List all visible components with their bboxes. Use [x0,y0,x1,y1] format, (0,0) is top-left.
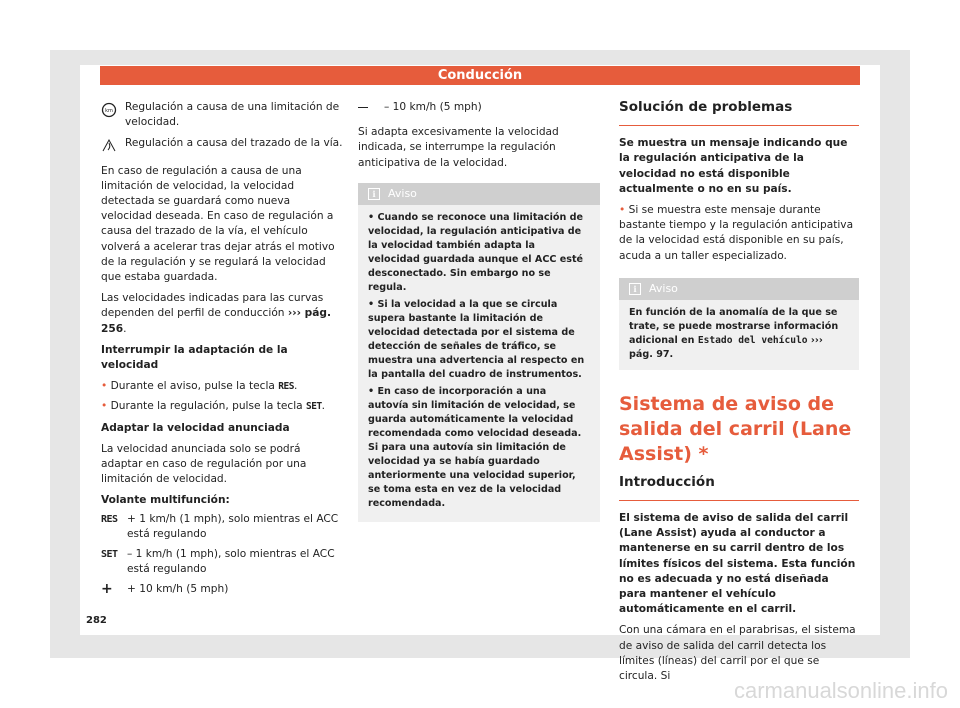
paragraph: La velocidad anunciada solo se podrá adaptar en caso de regulación por una limitación de velocidad. [101,442,307,486]
icon-row-text: Regulación a causa del trazado de la vía. [125,137,343,150]
paragraph: Si adapta excesivamente la velocidad indicada, se interrumpe la regulación anticipativa de la velocidad. [358,126,559,169]
intro-bold-paragraph: El sistema de aviso de salida del carril (Lane Assist) ayuda al conductor a mantenerse en su carril dentro de los límites físicos del sistema. Esta función no es adecuada y no está diseñada para mantener el vehículo automáticamente en el carril. [619,512,856,616]
bullet-text: Si se muestra este mensaje durante bastante tiempo y la regulación anticipativa de la velocidad está disponible en su país, acuda a un taller especializado. [619,204,854,262]
road-curve-icon [101,136,125,157]
watermark: carmanualsonline.info [733,678,948,703]
info-icon: i [368,188,380,200]
key-row [358,100,600,115]
key-text: + 10 km/h (5 mph) [127,583,229,596]
icon-row-road-curve [101,136,343,157]
bullet-text: Durante el aviso, pulse la tecla [110,380,279,393]
key-row [101,547,343,577]
note-title: Aviso [649,281,678,295]
note-item-text: Cuando se reconoce una limitación de velocidad, la regulación anticipativa de la velocidad también adapta la velocidad guardada aunque el ACC esté desconectado. Sin embargo no se regula. [368,211,584,293]
icon-row-text: Regulación a causa de una limitación de velocidad. [125,101,340,129]
menu-path: Estado del vehículo [697,334,808,346]
heading: Adaptar la velocidad anunciada [101,421,290,434]
column-3 [619,98,859,690]
bullet-icon: • [101,400,108,413]
key-text: + 1 km/h (1 mph), solo mientras el ACC está regulando [127,512,339,540]
note-box [619,278,859,370]
bullet-item: • Durante la regulación, pulse la tecla SET. [101,399,343,414]
note-item: • Cuando se reconoce una limitación de velocidad, la regulación anticipativa de la velocidad también adapta la velocidad guardada aunque el ACC esté desconectado. Sin embargo no se regula. [368,211,584,293]
bullet-item: • Durante el aviso, pulse la tecla RES. [101,379,343,394]
heading: Volante multifunción: [101,494,230,507]
plus-key-icon: + [101,581,113,598]
paragraph: Las velocidades indicadas para las curvas dependen del perfil de conducción ››› pág. 256. [101,292,332,335]
column-2 [358,100,600,522]
bullet-item [619,203,859,264]
key-text: – 10 km/h (5 mph) [384,101,482,113]
sub-title: Introducción [619,475,859,501]
page-reference-link[interactable]: ››› pág. 97 [629,334,823,360]
bullet-icon: • [101,380,108,393]
column-1 [101,100,343,603]
chapter-header: Conducción [100,66,860,85]
note-title: Aviso [388,186,417,200]
page-reference-link[interactable]: ››› pág. 256 [101,307,332,335]
paragraph: En caso de regulación a causa de una limitación de velocidad, la velocidad detectada se guardará como nueva velocidad deseada. En caso de regulación a causa del trazado de la vía, el vehículo volverá a acelerar tras dejar atrás el motivo de la regulación y se regulará la velocidad que estaba guardada. [101,164,335,284]
res-key-icon: RES [101,513,118,525]
note-box [358,183,600,522]
bullet-icon: • [619,204,626,217]
paragraph-text: Las velocidades indicadas para las curvas dependen del perfil de conducción [101,292,324,320]
note-item-text: Si la velocidad a la que se circula supera bastante la limitación de velocidad detectada por el sistema de detección de señales de tráfico, se muestra una advertencia al respecto en la pantalla del cuadro de instrumentos. [368,298,585,380]
note-header [358,183,600,205]
section-title: Solución de problemas [619,100,859,126]
key-row [101,512,343,542]
note-item: • En caso de incorporación a una autovía sin limitación de velocidad, se guarda automáticamente la velocidad recomendada como velocidad deseada. Si para una autovía sin limitación de velocidad ya se había guardado anteriormente una velocidad superior, se toma esta en vez de la velocidad recomendada. [368,385,582,509]
bullet-text: Durante la regulación, pulse la tecla [110,400,306,413]
speed-limit-icon [101,100,125,123]
icon-row-speed-limit [101,100,343,130]
key-row [101,582,343,597]
note-body [358,205,600,511]
note-header [619,278,859,300]
res-key-icon: RES [278,381,294,393]
note-text: En función de la anomalía de la que se trate, se puede mostrarse información adicional en [629,306,839,346]
paragraph: Con una cámara en el parabrisas, el sistema de aviso de salida del carril detecta los límites (líneas) del carril por el que se circula. Si [619,624,856,683]
chapter-title: Sistema de aviso de salida del carril (Lane Assist) * [619,392,852,465]
note-item: • Si la velocidad a la que se circula supera bastante la limitación de velocidad detectada por el sistema de detección de señales de tráfico, se muestra una advertencia al respecto en la pantalla del cuadro de instrumentos. [368,298,585,380]
svg-text:km: km [105,108,113,114]
key-text: – 1 km/h (1 mph), solo mientras el ACC está regulando [127,548,335,576]
minus-key-icon [358,100,384,115]
problem-heading: Se muestra un mensaje indicando que la regulación anticipativa de la velocidad no está disponible actualmente o no en su país. [619,137,848,195]
info-icon: i [629,283,641,295]
set-key-icon: SET [306,401,322,413]
set-key-icon: SET [101,549,118,561]
note-item-text: En caso de incorporación a una autovía sin limitación de velocidad, se guarda automáticamente la velocidad recomendada como velocidad deseada. Si para una autovía sin limitación de velocidad ya se había guardado anteriormente una velocidad superior, se toma esta en vez de la velocidad recomendada. [368,385,582,509]
note-body: En función de la anomalía de la que se trate, se puede mostrarse información adicional en Estado del vehículo ››› pág. 97. [629,306,839,360]
heading: Interrumpir la adaptación de la velocidad [101,343,288,372]
page-number: 282 [86,615,107,626]
